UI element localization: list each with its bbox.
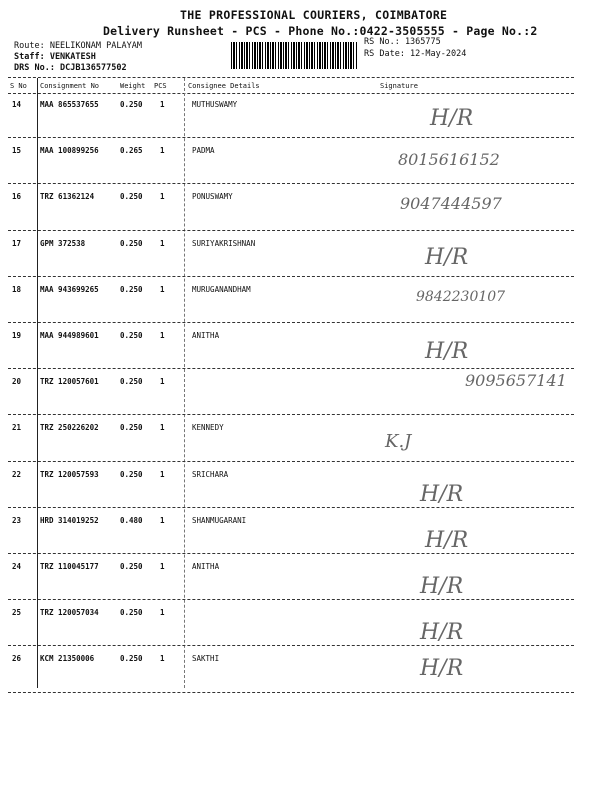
pieces-count: 1 bbox=[160, 654, 165, 663]
pieces-count: 1 bbox=[160, 331, 165, 340]
recipient-signature: H/R bbox=[430, 106, 474, 131]
consignment-number: TRZ 120057601 bbox=[40, 377, 99, 386]
pieces-count: 1 bbox=[160, 470, 165, 479]
serial-number: 21 bbox=[12, 423, 22, 432]
consignment-number: HRD 314019252 bbox=[40, 516, 99, 525]
pieces-count: 1 bbox=[160, 239, 165, 248]
row-separator bbox=[8, 368, 574, 369]
column-header: S No bbox=[10, 82, 27, 90]
consignee-name: MUTHUSWAMY bbox=[192, 100, 238, 109]
runsheet-subtitle: Delivery Runsheet - PCS - Phone No.:0422-3505555 - Page No.:2 bbox=[103, 24, 538, 38]
weight-value: 0.250 bbox=[120, 285, 143, 294]
weight-value: 0.250 bbox=[120, 100, 143, 109]
serial-number: 24 bbox=[12, 562, 22, 571]
serial-number: 26 bbox=[12, 654, 22, 663]
row-separator bbox=[8, 414, 574, 415]
header-top-rule bbox=[8, 77, 574, 78]
recipient-signature: H/R bbox=[425, 245, 469, 270]
row-separator bbox=[8, 461, 574, 462]
row-separator bbox=[8, 645, 574, 646]
rs-number: RS No.: 1365775 bbox=[364, 37, 441, 47]
recipient-signature: 9842230107 bbox=[416, 289, 506, 305]
column-header: Signature bbox=[380, 82, 418, 90]
consignment-number: KCM 21350006 bbox=[40, 654, 95, 663]
column-divider bbox=[37, 78, 38, 688]
row-separator bbox=[8, 507, 574, 508]
weight-value: 0.250 bbox=[120, 608, 143, 617]
pieces-count: 1 bbox=[160, 423, 165, 432]
row-separator bbox=[8, 137, 574, 138]
weight-value: 0.250 bbox=[120, 562, 143, 571]
recipient-signature: H/R bbox=[420, 656, 464, 681]
serial-number: 25 bbox=[12, 608, 22, 617]
consignee-name: SRICHARA bbox=[192, 470, 229, 479]
weight-value: 0.250 bbox=[120, 331, 143, 340]
column-header: Consignment No bbox=[40, 82, 100, 90]
row-separator bbox=[8, 183, 574, 184]
consignment-number: TRZ 61362124 bbox=[40, 192, 95, 201]
serial-number: 20 bbox=[12, 377, 22, 386]
recipient-signature: 9095657141 bbox=[465, 371, 567, 390]
serial-number: 15 bbox=[12, 146, 22, 155]
serial-number: 23 bbox=[12, 516, 22, 525]
pieces-count: 1 bbox=[160, 285, 165, 294]
recipient-signature: 8015616152 bbox=[398, 150, 500, 169]
consignee-name: ANITHA bbox=[192, 562, 220, 571]
weight-value: 0.265 bbox=[120, 146, 143, 155]
barcode bbox=[231, 42, 358, 69]
row-separator bbox=[8, 230, 574, 231]
consignment-number: MAA 100899256 bbox=[40, 146, 99, 155]
serial-number: 18 bbox=[12, 285, 22, 294]
serial-number: 14 bbox=[12, 100, 22, 109]
serial-number: 19 bbox=[12, 331, 22, 340]
consignment-number: TRZ 250226202 bbox=[40, 423, 99, 432]
rs-date: RS Date: 12-May-2024 bbox=[364, 49, 467, 59]
weight-value: 0.480 bbox=[120, 516, 143, 525]
consignee-name: PADMA bbox=[192, 146, 215, 155]
pieces-count: 1 bbox=[160, 562, 165, 571]
consignment-number: GPM 372538 bbox=[40, 239, 86, 248]
consignment-number: TRZ 120057593 bbox=[40, 470, 99, 479]
weight-value: 0.250 bbox=[120, 470, 143, 479]
recipient-signature: H/R bbox=[425, 339, 469, 364]
company-title: THE PROFESSIONAL COURIERS, COIMBATORE bbox=[180, 8, 448, 22]
recipient-signature: H/R bbox=[420, 620, 464, 645]
serial-number: 22 bbox=[12, 470, 22, 479]
pieces-count: 1 bbox=[160, 192, 165, 201]
recipient-signature: H/R bbox=[425, 528, 469, 553]
row-separator bbox=[8, 322, 574, 323]
consignee-name: SURIYAKRISHNAN bbox=[192, 239, 256, 248]
consignment-number: MAA 944989601 bbox=[40, 331, 99, 340]
weight-value: 0.250 bbox=[120, 377, 143, 386]
consignment-number: MAA 865537655 bbox=[40, 100, 99, 109]
serial-number: 17 bbox=[12, 239, 22, 248]
recipient-signature: 9047444597 bbox=[400, 194, 502, 213]
route-label: Route: NEELIKONAM PALAYAM bbox=[14, 41, 142, 51]
drs-number: DRS No.: DCJB136577502 bbox=[14, 63, 127, 73]
pieces-count: 1 bbox=[160, 146, 165, 155]
weight-value: 0.250 bbox=[120, 654, 143, 663]
staff-label: Staff: VENKATESH bbox=[14, 52, 96, 62]
recipient-signature: K.J bbox=[385, 431, 412, 452]
row-separator bbox=[8, 599, 574, 600]
column-divider bbox=[184, 78, 185, 688]
pieces-count: 1 bbox=[160, 516, 165, 525]
weight-value: 0.250 bbox=[120, 423, 143, 432]
consignment-number: TRZ 120057034 bbox=[40, 608, 99, 617]
column-header: Consignee Details bbox=[188, 82, 260, 90]
consignment-number: MAA 943699265 bbox=[40, 285, 99, 294]
weight-value: 0.250 bbox=[120, 239, 143, 248]
recipient-signature: H/R bbox=[420, 482, 464, 507]
consignee-name: SHANMUGARANI bbox=[192, 516, 247, 525]
row-separator bbox=[8, 276, 574, 277]
consignee-name: MURUGANANDHAM bbox=[192, 285, 251, 294]
serial-number: 16 bbox=[12, 192, 22, 201]
pieces-count: 1 bbox=[160, 377, 165, 386]
consignee-name: ANITHA bbox=[192, 331, 220, 340]
weight-value: 0.250 bbox=[120, 192, 143, 201]
recipient-signature: H/R bbox=[420, 574, 464, 599]
column-header: PCS bbox=[154, 82, 167, 90]
row-separator bbox=[8, 692, 574, 693]
consignee-name: PONUSWAMY bbox=[192, 192, 233, 201]
consignment-number: TRZ 110045177 bbox=[40, 562, 99, 571]
pieces-count: 1 bbox=[160, 100, 165, 109]
pieces-count: 1 bbox=[160, 608, 165, 617]
header-bottom-rule bbox=[8, 93, 574, 94]
consignee-name: SAKTHI bbox=[192, 654, 220, 663]
row-separator bbox=[8, 553, 574, 554]
consignee-name: KENNEDY bbox=[192, 423, 224, 432]
column-header: Weight bbox=[120, 82, 146, 90]
